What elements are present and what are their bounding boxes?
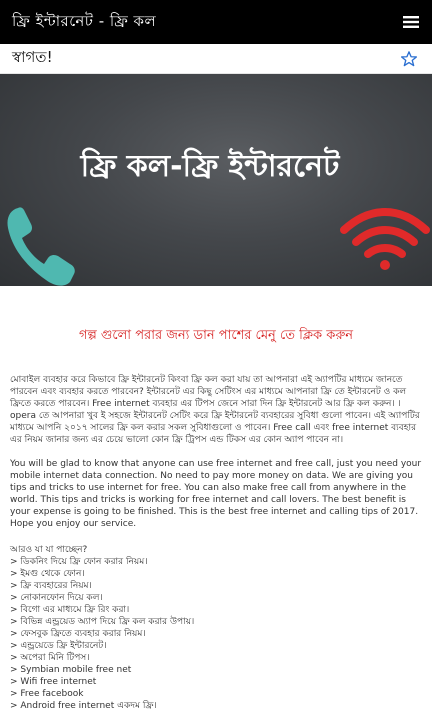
features-title: আরও যা যা পাচ্ছেন? (10, 545, 88, 555)
list-item: > Wifi free internet (10, 677, 97, 687)
paragraph-english: You will be glad to know that anyone can use free internet and free call, just you need your mobile internet data connection. No need to pay more money on data. We are giving you tips and tricks to use internet for free. You can also make free call from anywhere in the world. This tips and tricks is working for free internet and call lovers. The best benefit is your expense is going to be finished. This is the best free internet and calling tips of 2017. Hope you enjoy our service. (10, 459, 422, 529)
list-item: > Symbian mobile free net (10, 665, 132, 675)
list-item: > ইমগু থেকে ফোন। (10, 569, 85, 579)
article-body (10, 374, 422, 712)
star-outline-icon[interactable] (400, 50, 418, 68)
list-item: > অপেরা মিনি টিপস। (10, 653, 90, 663)
app-bar (0, 0, 432, 44)
app-title: ফ্রি ইন্টারনেট - ফ্রি কল (12, 11, 157, 30)
banner-title: ফ্রি কল-ফ্রি ইন্টারনেট (80, 149, 340, 184)
welcome-text: স্বাগত! (12, 48, 53, 66)
welcome-bar (0, 44, 432, 74)
paragraph-bengali: মোবাইল ব্যবহার করে কিভাবে ফ্রি ইন্টারনেট কিংবা ফ্রি কল করা যায় তা আপনারা এই অ্যাপটির মাধ্যমে জানতে পারবেন এবং ব্যবহার করতে পারবেন? ইন্টারনেট এর কিছু সেটিংস এর মাধ্যমে আপনারা ফ্রি তে ইন্টারনেট ও কল ফ্রিতে করতে পারবেন। Free internet ব্যবহার এর টিপস জেনে সারা দিন ফ্রি ইন্টারনেট আর ফ্রি কল করুন। । opera তে আপনারা খুব ই সহজে ইন্টারনেট সেটিং করে ফ্রি ইন্টারনেট ব্যবহারের সুবিধা গুলো পাবেন। এই অ্যাপটির মাধ্যমে আপনি ২০১৭ সালের ফ্রি কল করার সকল সুবিধাগুলো ও পাবেন। Free call এবং free internet ব্যবহার এর নিয়ম জানার জন্য এর চেয়ে ভালো কোন ফ্রি ট্রিপস এন্ড টিকস এর কোন অ্যাপ পাবেন না। (10, 375, 420, 445)
list-item: > এন্ড্রয়েডে ফ্রি ইন্টারনেট। (10, 641, 107, 651)
instruction-headline: গল্প গুলো পরার জন্য ডান পাশের মেনু তে ক্লিক করুন (78, 328, 354, 343)
phone-icon (4, 204, 80, 286)
list-item: > বিভিন্ন এন্ড্রয়েড অ্যাপ দিয়ে ফ্রি কল করার উপায়। (10, 617, 195, 627)
list-item: > Free facebook (10, 689, 84, 699)
promo-banner (0, 74, 432, 286)
features-list (10, 556, 422, 712)
list-item: > নোকানফোন দিয়ে কল। (10, 593, 103, 603)
hamburger-menu-icon[interactable] (400, 11, 422, 33)
wifi-icon (338, 202, 432, 272)
list-item: > ফ্রি ব্যবহারের নিয়ম। (10, 581, 92, 591)
list-item: > ডিকনিং দিয়ে ফ্রি ফোন করার নিয়ম। (10, 557, 148, 567)
list-item: > বিগো এর মাধ্যমে ফ্রি রিং করা। (10, 605, 130, 615)
list-item: > ফেসবুক ফ্রিতে ব্যবহার করার নিয়ম। (10, 629, 146, 639)
list-item: > Android free internet একদম ফ্রি। (10, 701, 157, 711)
